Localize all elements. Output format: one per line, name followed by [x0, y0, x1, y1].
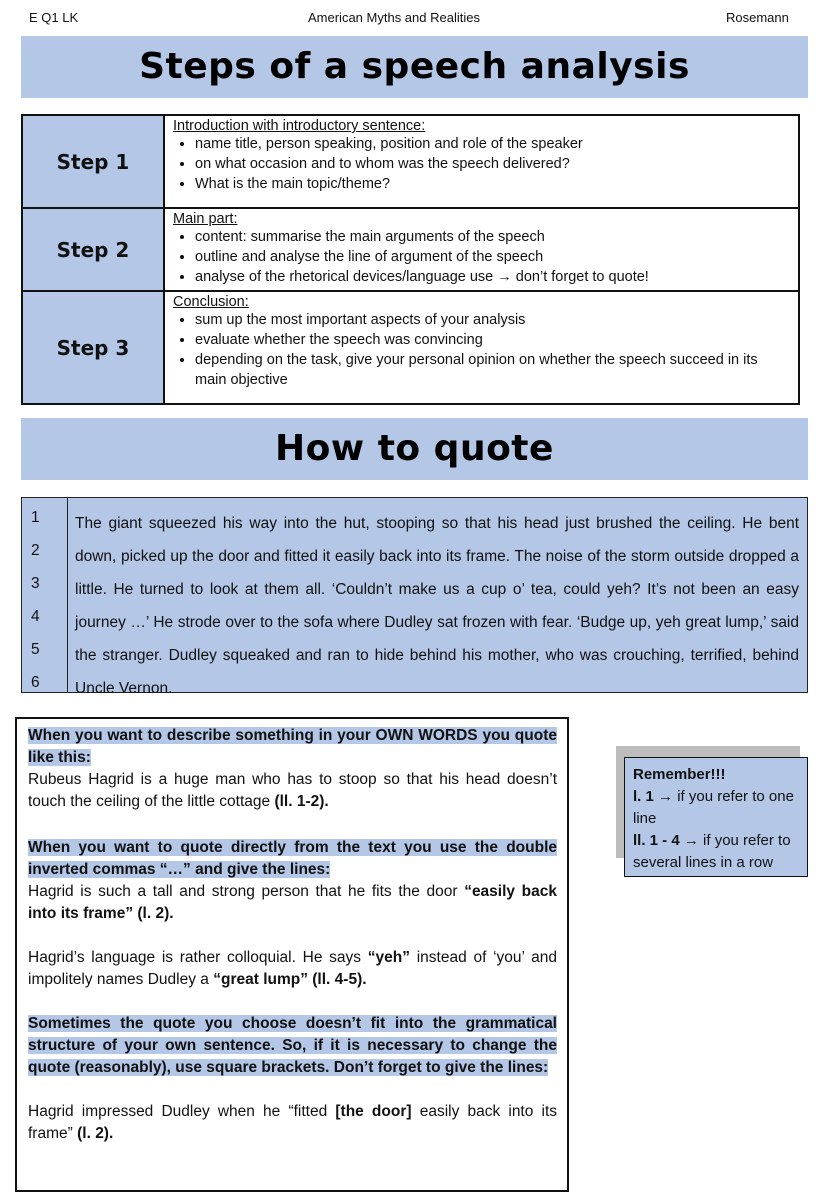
line-number: 3 — [31, 575, 40, 592]
rule-bracket-example — [28, 1101, 557, 1145]
remember-line-desc: if you refer to several lines in a row — [633, 832, 791, 871]
remember-line-ref: ll. 1 - 4 → — [633, 832, 699, 849]
steps-table — [21, 114, 800, 405]
step-label: Step 1 — [22, 115, 164, 208]
remember-title: Remember!!! — [633, 766, 726, 783]
step-bullets — [173, 134, 792, 194]
step-row — [22, 208, 799, 291]
bullet-item: • outline and analyse the line of argument of the speech — [195, 247, 792, 267]
step-content — [164, 208, 799, 291]
example-text: Hagrid impressed Dudley when he “fitted — [28, 1103, 328, 1120]
step-heading: Conclusion: — [173, 294, 249, 310]
line-reference: (l. 2). — [77, 1125, 114, 1142]
step-label: Step 2 — [22, 208, 164, 291]
line-number: 1 — [31, 509, 40, 526]
line-reference: (ll. 1-2). — [274, 793, 329, 810]
rule-heading: When you want to describe something in your OWN WORDS you quote like this: — [28, 727, 557, 766]
header-right: Rosemann — [726, 10, 789, 25]
rule-heading: When you want to quote directly from the text you use the double inverted commas “…” and give the lines: — [28, 839, 557, 878]
quoted-phrase: “great lump” (ll. 4-5). — [213, 971, 367, 988]
bullet-item: • analyse of the rhetorical devices/language use → don’t forget to quote! — [195, 267, 792, 287]
step-content — [164, 291, 799, 404]
quoted-phrase: “yeh” — [367, 949, 410, 966]
remember-line-desc: if you refer to one line — [633, 788, 794, 827]
step-row — [22, 291, 799, 404]
quote-passage — [21, 497, 808, 697]
header-left: E Q1 LK — [29, 10, 79, 25]
bullet-item: • on what occasion and to whom was the speech delivered? — [195, 154, 792, 174]
bullet-item: • sum up the most important aspects of your analysis — [195, 310, 792, 330]
rule-example: Hagrid is such a tall and strong person that he fits the door — [28, 883, 458, 900]
quoted-phrase: “easily back into its frame” (l. 2). — [28, 883, 558, 922]
remember-box — [624, 757, 808, 877]
line-number: 5 — [31, 641, 40, 658]
bullet-item: • name title, person speaking, position and role of the speaker — [195, 134, 792, 154]
bullet-item: • evaluate whether the speech was convincing — [195, 330, 792, 350]
bullet-item: • depending on the task, give your personal opinion on whether the speech succeed in its main objective — [195, 350, 792, 390]
passage-text: The giant squeezed his way into the hut, stooping so that his head just brushed the ceiling. He bent down, picked up the door and fitted it easily back into its frame. The noise of the storm outside dropped a little. He turned to look at them all. ‘Couldn’t make us a cup o’ tea, could yeh? It’s not been an easy journey …’ He strode over to the sofa where Dudley sat frozen with fear. ‘Budge up, yeh great lump,’ said the stranger. Dudley squeaked and ran to hide behind his mother, who was crouching, terrified, behind Uncle Vernon. — [75, 515, 799, 697]
rule-direct-quote — [28, 837, 557, 925]
step-row — [22, 115, 799, 208]
step-heading: Main part: — [173, 211, 238, 227]
remember-line-ref: l. 1 → — [633, 788, 674, 805]
step-heading: Introduction with introductory sentence: — [173, 118, 426, 134]
section-title: How to quote — [21, 418, 808, 480]
step-bullets — [173, 227, 792, 287]
line-number: 4 — [31, 608, 40, 625]
line-number: 2 — [31, 542, 40, 559]
bracket-insertion: [the door] — [335, 1103, 412, 1120]
page-title: Steps of a speech analysis — [21, 36, 808, 98]
line-number-column — [22, 498, 68, 692]
rule-square-brackets — [28, 1013, 557, 1079]
rule-example: Rubeus Hagrid is a huge man who has to stoop so that his head doesn’t touch the ceiling of the little cottage — [28, 771, 557, 810]
example-text: instead of ‘you’ and impolitely names Dudley a — [28, 949, 557, 988]
step-content — [164, 115, 799, 208]
rule-heading: Sometimes the quote you choose doesn’t fit into the grammatical structure of your own sentence. So, if it is necessary to change the quote (reasonably), use square brackets. Don’t forget to give the lines: — [28, 1015, 557, 1076]
rule-own-words — [28, 725, 557, 813]
header-center: American Myths and Realities — [308, 10, 480, 25]
step-label: Step 3 — [22, 291, 164, 404]
step-bullets — [173, 310, 792, 390]
rule-colloquial-example — [28, 947, 557, 991]
bullet-item: • content: summarise the main arguments of the speech — [195, 227, 792, 247]
example-text: Hagrid’s language is rather colloquial. He says — [28, 949, 362, 966]
line-number: 6 — [31, 674, 40, 691]
bullet-item: • What is the main topic/theme? — [195, 174, 792, 194]
example-text: easily back into its frame” — [28, 1103, 558, 1142]
quoting-rules-box — [15, 717, 569, 1192]
